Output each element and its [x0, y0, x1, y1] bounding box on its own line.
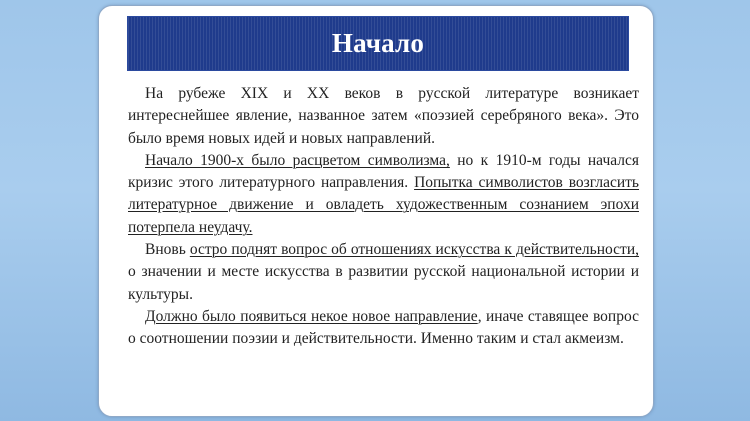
underlined-phrase: Начало 1900-х было расцветом символизма,: [145, 151, 450, 169]
paragraph-text: но к 1910-м годы начался кризис этого литературного направления.: [128, 151, 639, 192]
paragraph-text: На рубеже XIX и XX веков в русской литературе возникает интереснейшее явление, названное затем «поэзией серебряного века». Это было время новых идей и новых направлений.: [128, 85, 639, 147]
underlined-phrase: Должно было появиться некое новое направление: [145, 307, 478, 325]
underlined-phrase: Попытка символистов возгласить литературное движение и овладеть художественным сознанием эпохи потерпела неудачу.: [128, 174, 640, 236]
paragraph-2: [128, 150, 639, 239]
slide-body: [128, 83, 639, 351]
paragraph-4: [128, 306, 639, 351]
slide-title: Начало: [331, 28, 425, 58]
paragraph-text: , иначе ставящее вопрос о соотношении поэзии и действительности. Именно таким и стал акмеизм.: [128, 307, 639, 348]
paragraph-1: [128, 83, 639, 150]
paragraph-text: Вновь: [145, 241, 190, 259]
underlined-phrase: остро поднят вопрос об отношениях искусства к действительности,: [189, 241, 639, 259]
paragraph-text: о значении и месте искусства в развитии русской национальной истории и культуры.: [128, 263, 639, 303]
paragraph-3: [128, 239, 639, 306]
